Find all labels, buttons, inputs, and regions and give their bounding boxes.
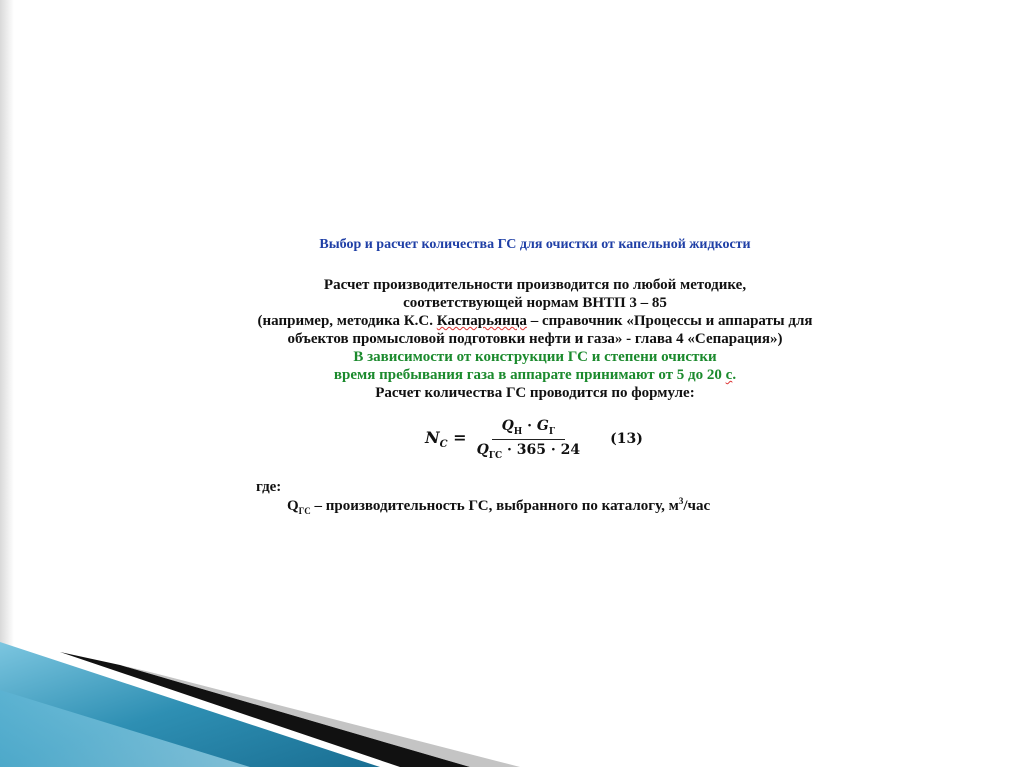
text-line-2: соответствующей нормам ВНТП 3 – 85 (403, 295, 667, 311)
text-line-4: объектов промысловой подготовки нефти и газа» - глава 4 «Сепарация») (287, 331, 783, 347)
text-line-1: Расчет производительности производится по любой методике, (323, 277, 747, 293)
equation-number: (13) (610, 431, 643, 447)
formula-lhs-sub: C (439, 439, 448, 451)
formula-equals: = (453, 427, 467, 447)
text-line-3-b: – справочник «Процессы и аппараты для (526, 313, 813, 329)
formula-intro: Расчет количества ГС проводится по формуле: (375, 385, 695, 401)
slide-title: Выбор и расчет количества ГС для очистки от капельной жидкости (319, 237, 751, 252)
numerator-g: G (536, 417, 549, 434)
numerator-q: Q (501, 417, 514, 434)
text-line-3-a: (например, методика К.С. (257, 313, 437, 329)
formula-lhs-symbol: N (425, 427, 440, 447)
definition-text: – производительность ГС, выбранного по каталогу, м (310, 498, 679, 514)
denominator-q-sub: ГС (488, 450, 503, 461)
denominator-q: Q (476, 441, 489, 458)
green-line-1: В зависимости от конструкции ГС и степени очистки (353, 349, 717, 365)
green-line-2-dot: . (732, 367, 737, 383)
where-label: где: (256, 479, 282, 495)
green-line-2-a: время пребывания газа в аппарате принимают от 5 до 20 (333, 367, 726, 383)
numerator-g-sub: Г (548, 426, 556, 437)
numerator-q-sub: Н (513, 426, 523, 437)
definition-unit-tail: /час (683, 498, 711, 514)
definition-symbol-sub: ГС (298, 506, 311, 516)
definition-unit-sup: 3 (678, 496, 684, 506)
definition-symbol: Q (287, 498, 299, 514)
numerator-dot: · (522, 417, 537, 434)
denominator-rest: · 365 · 24 (502, 441, 581, 458)
spellcheck-word: Каспарьянца (436, 313, 527, 329)
green-line-2-unit: с (725, 367, 733, 383)
